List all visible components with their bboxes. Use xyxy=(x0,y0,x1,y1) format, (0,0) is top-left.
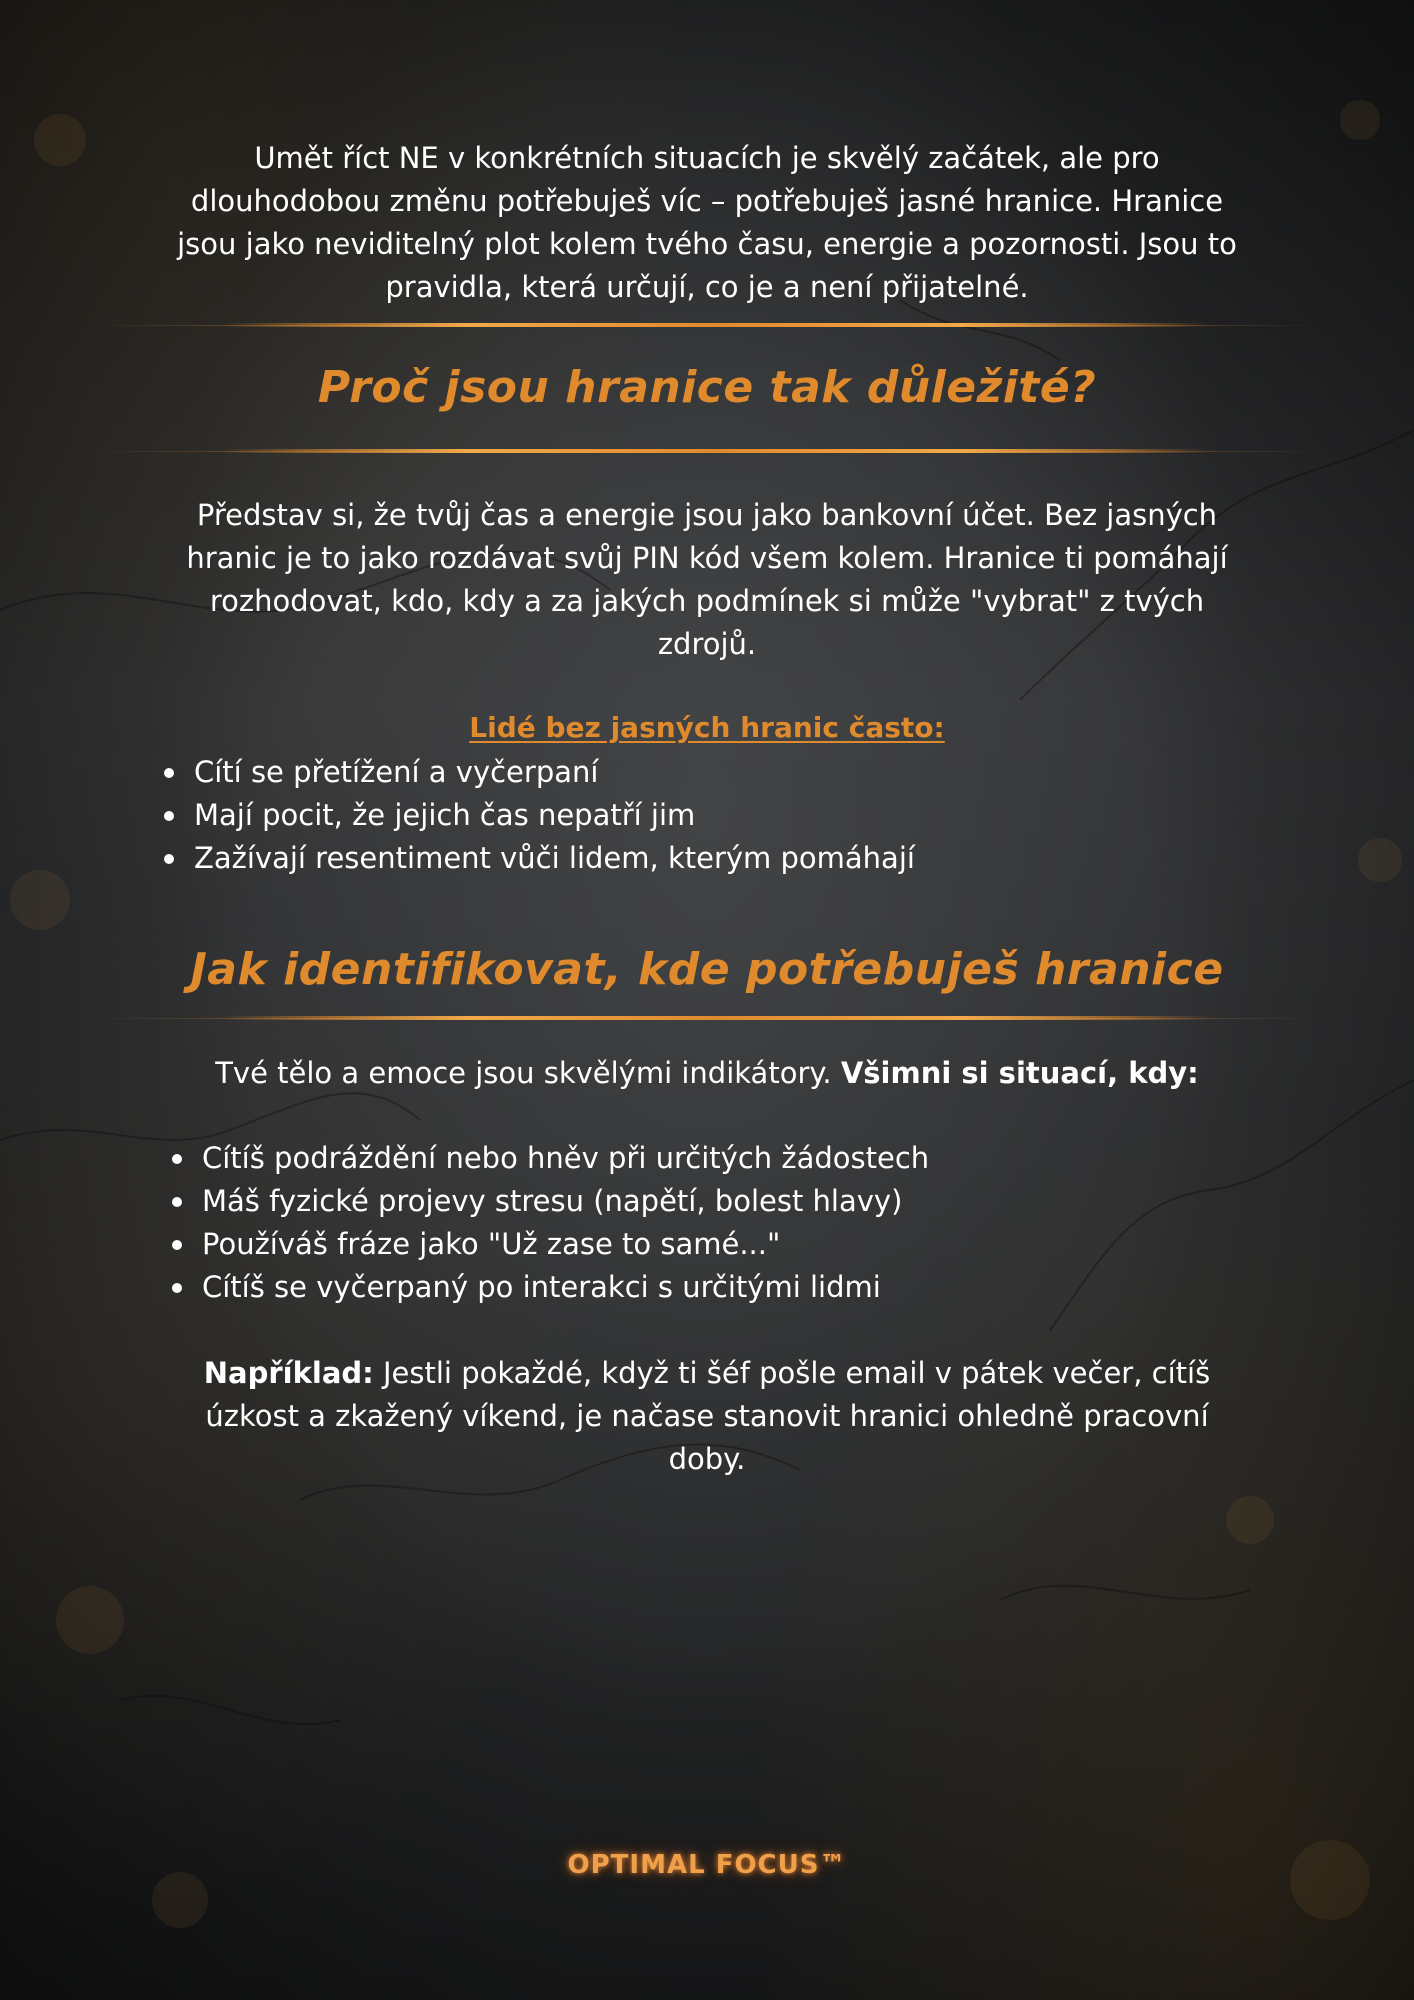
list-item xyxy=(156,837,915,880)
list-item xyxy=(164,1266,929,1309)
bank-account-paragraph xyxy=(100,494,1314,666)
intro-paragraph xyxy=(100,137,1314,309)
indicators-paragraph xyxy=(100,1052,1314,1095)
list-item xyxy=(164,1137,929,1180)
list-item xyxy=(156,794,915,837)
example-text: Jestli pokaždé, když ti šéf pošle email v pátek večer, cítíš xyxy=(373,1356,1211,1390)
paragraph-line: doby. xyxy=(668,1442,746,1476)
list-item-text: Máš fyzické projevy stresu (napětí, bolest hlavy) xyxy=(202,1184,903,1218)
list-item-text: Cítíš se vyčerpaný po interakci s určitými lidmi xyxy=(202,1270,881,1304)
list-item xyxy=(156,751,915,794)
divider xyxy=(220,1016,1210,1020)
lead-text: Tvé tělo a emoce jsou skvělými indikátory. xyxy=(215,1056,841,1090)
intro-line: jsou jako neviditelný plot kolem tvého času, energie a pozornosti. Jsou to xyxy=(177,227,1237,261)
list-item-text: Cítíš podráždění nebo hněv při určitých žádostech xyxy=(202,1141,930,1175)
bullet-icon xyxy=(164,768,174,778)
bullet-icon xyxy=(172,1197,182,1207)
brand-logo: OPTIMAL FOCUS™ xyxy=(567,1850,847,1880)
list-item-text: Mají pocit, že jejich čas nepatří jim xyxy=(194,798,696,832)
list-item-text: Používáš fráze jako "Už zase to samé..." xyxy=(202,1227,781,1261)
situations-list xyxy=(164,1137,929,1309)
paragraph-line: úzkost a zkažený víkend, je načase stanovit hranici ohledně pracovní xyxy=(205,1399,1209,1433)
section-title-importance: Proč jsou hranice tak důležité? xyxy=(317,362,1097,413)
list-heading: Lidé bez jasných hranic často: xyxy=(469,711,945,744)
section-title-identify: Jak identifikovat, kde potřebuješ hranice xyxy=(190,944,1224,995)
paragraph-line xyxy=(100,1352,1314,1395)
bullet-icon xyxy=(172,1154,182,1164)
intro-line: dlouhodobou změnu potřebuješ víc – potřebuješ jasné hranice. Hranice xyxy=(190,184,1224,218)
paragraph-line: rozhodovat, kdo, kdy a za jakých podmínek si může "vybrat" z tvých xyxy=(209,584,1205,618)
paragraph-line: hranic je to jako rozdávat svůj PIN kód všem kolem. Hranice ti pomáhají xyxy=(186,541,1228,575)
symptoms-list xyxy=(156,751,915,880)
intro-line: pravidla, která určují, co je a není přijatelné. xyxy=(385,270,1029,304)
list-item-text: Zažívají resentiment vůči lidem, kterým pomáhají xyxy=(194,841,915,875)
list-item xyxy=(164,1223,929,1266)
divider xyxy=(220,323,1210,327)
divider xyxy=(220,449,1210,453)
lead-bold-text: Všimni si situací, kdy: xyxy=(840,1056,1199,1090)
list-item xyxy=(164,1180,929,1223)
example-label: Například: xyxy=(203,1356,374,1390)
paragraph-line: zdrojů. xyxy=(657,627,757,661)
paragraph-line: Představ si, že tvůj čas a energie jsou jako bankovní účet. Bez jasných xyxy=(196,498,1218,532)
intro-line: Umět říct NE v konkrétních situacích je skvělý začátek, ale pro xyxy=(254,141,1160,175)
example-paragraph xyxy=(100,1352,1314,1481)
bullet-icon xyxy=(164,811,174,821)
list-item-text: Cítí se přetížení a vyčerpaní xyxy=(194,755,599,789)
bullet-icon xyxy=(164,854,174,864)
bullet-icon xyxy=(172,1240,182,1250)
bullet-icon xyxy=(172,1283,182,1293)
